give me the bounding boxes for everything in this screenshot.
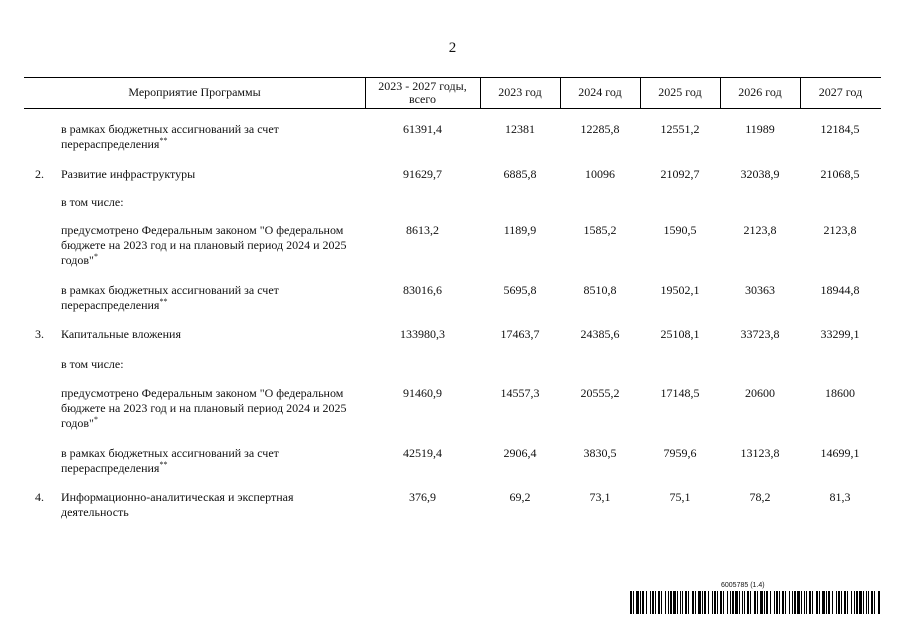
barcode-bar [801, 591, 802, 614]
value-2027: 12184,5 [820, 122, 860, 136]
header-2026: 2026 год [738, 85, 782, 99]
value-2023: 17463,7 [500, 327, 540, 341]
barcode-bar [633, 591, 634, 614]
barcode-bar [851, 591, 852, 614]
row-number: 2. [35, 167, 44, 181]
barcode-bar [712, 591, 713, 614]
barcode-bar [723, 591, 724, 614]
value-2024: 3830,5 [583, 446, 617, 460]
value-2023: 6885,8 [503, 167, 537, 181]
row-label: в том числе: [61, 195, 124, 209]
barcode-bar [766, 591, 768, 614]
barcode-bar [636, 591, 639, 614]
value-2027: 14699,1 [820, 446, 860, 460]
barcode-caption: 6005785 (1.4) [721, 582, 765, 589]
value-2025: 7959,6 [663, 446, 697, 460]
row-label: предусмотрено Федеральным законом "О федеральном бюджете на 2023 год и на плановый период 2024 и 2025 годов"* [61, 386, 347, 430]
barcode-bar [866, 591, 867, 614]
barcode-bar [642, 591, 644, 614]
value-2026: 20600 [745, 386, 775, 400]
value-2025: 1590,5 [663, 223, 697, 237]
barcode-bar [692, 591, 694, 614]
barcode-bar [744, 591, 745, 614]
barcode-bar [806, 591, 807, 614]
value-2024: 1585,2 [583, 223, 617, 237]
row-label: в рамках бюджетных ассигнований за счет перераспределения** [61, 283, 279, 312]
barcode-image [630, 591, 880, 614]
value-2026: 33723,8 [740, 327, 780, 341]
barcode-bar [844, 591, 846, 614]
value-2025: 25108,1 [660, 327, 700, 341]
barcode-bar [646, 591, 647, 614]
barcode-bar [841, 591, 842, 614]
header-2025: 2025 год [658, 85, 702, 99]
row-label: в рамках бюджетных ассигнований за счет перераспределения** [61, 122, 279, 151]
barcode-bar [735, 591, 738, 614]
row-number: 4. [35, 490, 44, 504]
barcode-bar [750, 591, 751, 614]
barcode-bar [764, 591, 765, 614]
value-2026: 11989 [745, 122, 775, 136]
footnote-mark: ** [159, 136, 168, 145]
value-2026: 13123,8 [740, 446, 780, 460]
value-2026: 30363 [745, 283, 775, 297]
barcode-bar [640, 591, 641, 614]
value-2023: 2906,4 [503, 446, 537, 460]
barcode-bar [739, 591, 740, 614]
barcode-bar [871, 591, 873, 614]
value-2023: 69,2 [509, 490, 531, 504]
value-2023: 14557,3 [500, 386, 540, 400]
value-total: 133980,3 [400, 327, 445, 341]
value-2025: 12551,2 [660, 122, 700, 136]
header-2024: 2024 год [578, 85, 622, 99]
value-2025: 17148,5 [660, 386, 700, 400]
barcode-bar [732, 591, 734, 614]
barcode-bar [819, 591, 820, 614]
barcode-bar [863, 591, 864, 614]
value-total: 91629,7 [403, 167, 442, 181]
header-total: 2023 - 2027 годы, всего [378, 78, 467, 106]
value-2024: 73,1 [589, 490, 611, 504]
barcode-bar [838, 591, 840, 614]
barcode-bar [776, 591, 778, 614]
barcode-bar [714, 591, 716, 614]
row-label: Развитие инфраструктуры [61, 167, 196, 181]
barcode-bar [804, 591, 805, 614]
barcode-bar [727, 591, 728, 614]
value-total: 376,9 [409, 490, 436, 504]
barcode-bar [789, 591, 790, 614]
value-2023: 1189,9 [503, 223, 537, 237]
barcode-bar [859, 591, 862, 614]
barcode-bar [730, 591, 731, 614]
value-total: 61391,4 [403, 122, 442, 136]
value-2027: 2123,8 [823, 223, 857, 237]
barcode-bar [688, 591, 689, 614]
header-2023: 2023 год [498, 85, 542, 99]
barcode-bar [658, 591, 660, 614]
barcode-bar [836, 591, 837, 614]
barcode-bar [856, 591, 858, 614]
value-2024: 24385,6 [580, 327, 620, 341]
page-number: 2 [448, 40, 457, 56]
footnote-mark: * [93, 252, 98, 261]
barcode-bar [770, 591, 771, 614]
barcode-bar [668, 591, 669, 614]
barcode-bar [655, 591, 656, 614]
footnote-mark: * [93, 415, 98, 424]
barcode-bar [826, 591, 827, 614]
barcode-bar [702, 591, 703, 614]
barcode-bar [704, 591, 706, 614]
barcode-bar [685, 591, 687, 614]
barcode-bar [797, 591, 800, 614]
barcode-bar [630, 591, 632, 614]
barcode-bar [816, 591, 818, 614]
value-2027: 18600 [825, 386, 855, 400]
value-2024: 8510,8 [583, 283, 617, 297]
barcode-bar [785, 591, 786, 614]
barcode-bar [794, 591, 796, 614]
barcode-bar [680, 591, 681, 614]
value-2024: 12285,8 [580, 122, 620, 136]
value-2023: 12381 [505, 122, 535, 136]
row-number: 3. [35, 327, 44, 341]
value-2027: 21068,5 [820, 167, 860, 181]
value-2026: 2123,8 [743, 223, 777, 237]
barcode-bar [695, 591, 696, 614]
value-2024: 10096 [585, 167, 615, 181]
value-total: 42519,4 [403, 446, 442, 460]
row-label: предусмотрено Федеральным законом "О федеральном бюджете на 2023 год и на плановый период 2024 и 2025 годов"* [61, 223, 347, 267]
value-2023: 5695,8 [503, 283, 537, 297]
barcode-bar [760, 591, 763, 614]
barcode-bar [774, 591, 775, 614]
value-2026: 78,2 [749, 490, 771, 504]
barcode-bar [809, 591, 811, 614]
barcode-bar [874, 591, 875, 614]
barcode-bar [670, 591, 672, 614]
barcode-bar [757, 591, 758, 614]
barcode-bar [878, 591, 880, 614]
value-2024: 20555,2 [580, 386, 620, 400]
footnote-mark: ** [159, 297, 168, 306]
barcode-bar [698, 591, 701, 614]
value-total: 83016,6 [403, 283, 442, 297]
value-2027: 33299,1 [820, 327, 860, 341]
value-2025: 21092,7 [660, 167, 700, 181]
barcode-bar [832, 591, 833, 614]
value-2027: 18944,8 [820, 283, 860, 297]
row-label: в том числе: [61, 357, 124, 371]
barcode-bar [782, 591, 784, 614]
table-header-rule [24, 108, 881, 109]
value-2026: 32038,9 [740, 167, 780, 181]
value-2027: 81,3 [829, 490, 851, 504]
barcode-bar [828, 591, 830, 614]
barcode-bar [717, 591, 718, 614]
barcode-bar [661, 591, 662, 614]
row-label: Информационно-аналитическая и экспертная деятельность [61, 490, 294, 519]
value-2025: 19502,1 [660, 283, 700, 297]
barcode-bar [854, 591, 855, 614]
value-2025: 75,1 [669, 490, 691, 504]
value-total: 8613,2 [406, 223, 439, 237]
row-label: Капитальные вложения [61, 327, 181, 341]
header-event: Мероприятие Программы [128, 85, 261, 99]
barcode-bar [677, 591, 678, 614]
barcode-bar [650, 591, 651, 614]
barcode-bar [742, 591, 743, 614]
footnote-mark: ** [159, 460, 168, 469]
row-label: в рамках бюджетных ассигнований за счет перераспределения** [61, 446, 279, 475]
header-2027: 2027 год [818, 85, 863, 99]
barcode-bar [747, 591, 749, 614]
value-total: 91460,9 [403, 386, 442, 400]
barcode-bar [812, 591, 813, 614]
barcode-bar [665, 591, 666, 614]
barcode-bar [822, 591, 825, 614]
barcode-bar [754, 591, 756, 614]
barcode-bar [708, 591, 709, 614]
barcode-bar [673, 591, 676, 614]
barcode-bar [868, 591, 869, 614]
barcode-bar [720, 591, 722, 614]
barcode-bar [847, 591, 848, 614]
barcode-bar [779, 591, 780, 614]
barcode-bar [792, 591, 793, 614]
barcode-bar [682, 591, 683, 614]
barcode-bar [652, 591, 654, 614]
